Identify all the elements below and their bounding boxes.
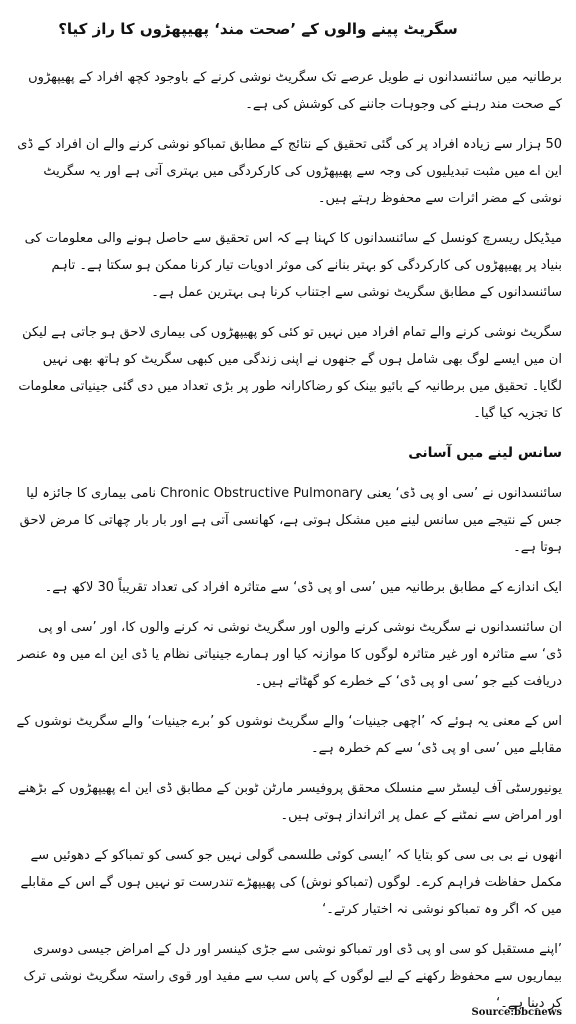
article-paragraph: سائنسدانوں نے ’سی او پی ڈی‘ یعنی Chronic Obstructive Pulmonary نامی بیماری کا جائزہ لیا جس کے نتیجے میں سانس لینے میں مشکل ہوتی ہے، کھانسی آتی ہے اور بار بار چھاتی کا مرض لاحق ہوتا ہے۔	[19, 486, 562, 555]
article-title: سگریٹ پینے والوں کے ’صحت مند‘ پھیپھڑوں کا راز کیا؟	[58, 20, 458, 38]
article-paragraph: 50 ہزار سے زیادہ افراد پر کی گئی تحقیق کے نتائج کے مطابق تمباکو نوشی کرنے والے ان افراد کے ڈی این اے میں مثبت تبدیلیوں کی وجہ سے پھیپھڑوں کی کارکردگی میں بہتری آتی ہے اور یہ سگریٹ نوشی کے مضر اثرات سے محفوظ رہتے ہیں۔	[17, 137, 562, 206]
article-paragraph: یونیورسٹی آف لیسٹر سے منسلک محقق پروفیسر مارٹن ٹوبن کے مطابق ڈی این اے پھیپھڑوں کے بڑھنے اور امراض سے نمٹنے کے عمل پر اثرانداز ہوتی ہیں۔	[17, 781, 562, 823]
source-credit: Source:bbcnews	[471, 1007, 562, 1018]
article-paragraph: برطانیہ میں سائنسدانوں نے طویل عرصے تک سگریٹ نوشی کرنے کے باوجود کچھ افراد کے پھیپھڑوں کے صحت مند رہنے کی وجوہات جاننے کی کوشش کی ہے۔	[28, 70, 562, 112]
article-paragraph: میڈیکل ریسرچ کونسل کے سائنسدانوں کا کہنا ہے کہ اس تحقیق سے حاصل ہونے والی معلومات کی بنیاد پر پھیپھڑوں کی کارکردگی کو بہتر بنانے کی موثر ادویات تیار کرنا ممکن ہو سکتا ہے۔ تاہم سائنسدانوں کے مطابق سگریٹ نوشی سے اجتناب کرنا ہی بہترین عمل ہے۔	[24, 231, 562, 300]
article-paragraph: ایک اندازے کے مطابق برطانیہ میں ’سی او پی ڈی‘ سے متاثرہ افراد کی تعداد تقریباً 30 لاکھ ہے۔	[44, 580, 562, 595]
article-paragraph: اس کے معنی یہ ہوئے کہ ’اچھی جینیات‘ والے سگریٹ نوشوں کو ’برے جینیات‘ والے سگریٹ نوشوں کے مقابلے میں ’سی او پی ڈی‘ سے کم خطرہ ہے۔	[16, 714, 562, 756]
section-subheading: سانس لینے میں آسانی	[408, 445, 562, 461]
article-paragraph: ان سائنسدانوں نے سگریٹ نوشی کرنے والوں اور سگریٹ نوشی نہ کرنے والوں کا، اور ’سی او پی ڈی‘ سے متاثرہ اور غیر متاثرہ لوگوں کا موازنہ کیا اور ہمارے جینیاتی نظام یا ڈی این اے میں وہ عنصر دریافت کیے جو ’سی او پی ڈی‘ کے خطرے کو گھٹاتے ہیں۔	[17, 620, 562, 689]
article-paragraph: سگریٹ نوشی کرنے والے تمام افراد میں نہیں تو کئی کو پھیپھڑوں کی بیماری لاحق ہو جاتی ہے لیکن ان میں ایسے لوگ بھی شامل ہوں گے جنھوں نے اپنی زندگی میں کبھی سگریٹ کو ہاتھ بھی نہیں لگایا۔ تحقیق میں برطانیہ کے بائیو بینک کو رضاکارانہ طور پر بڑی تعداد میں دی گئی جینیاتی معلومات کا تجزیہ کیا گیا۔	[18, 325, 562, 421]
article-paragraph: ’اپنے مستقبل کو سی او پی ڈی اور تمباکو نوشی سے جڑی کینسر اور دل کے امراض جیسی دوسری بیماریوں سے محفوظ رکھنے کے لیے لوگوں کے پاس سب سے مفید اور قوی راستہ سگریٹ نوشی ترک کر دینا ہے۔‘	[23, 942, 562, 1011]
article-paragraph: انھوں نے بی بی سی کو بتایا کہ ’ایسی کوئی طلسمی گولی نہیں جو کسی کو تمباکو کے دھوئیں سے مکمل حفاظت فراہم کرے۔ لوگوں (تمباکو نوش) کی پھیپھڑے تندرست تو نہیں ہوں گے اس کے مقابلے میں کہ اگر وہ تمباکو نوشی نہ اختیار کرتے۔‘	[20, 848, 562, 917]
